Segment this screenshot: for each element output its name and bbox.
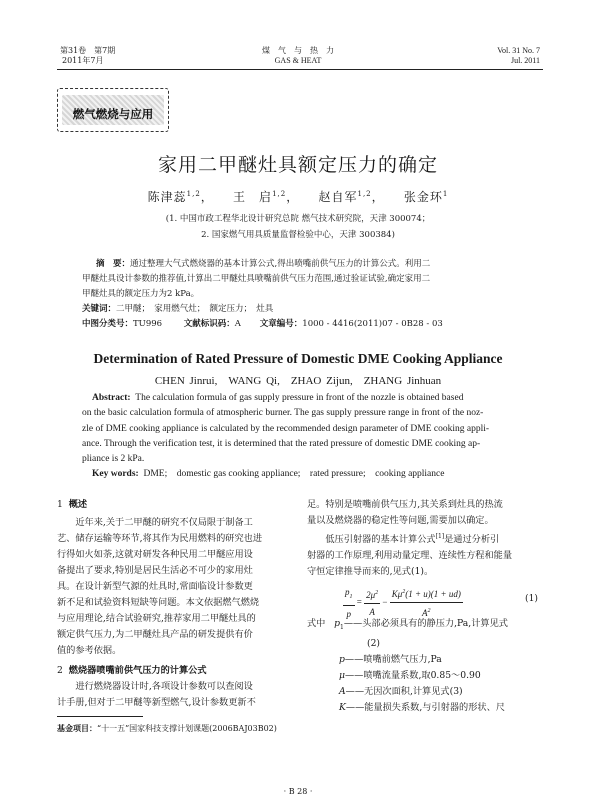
- keywords-cn: 关键词：二甲醚； 家用燃气灶； 额定压力； 灶具: [82, 304, 274, 314]
- journal-name-cn: 煤 气 与 热 力: [262, 46, 334, 55]
- para-line: 足。特别是喷嘴前供气压力,其关系到灶具的热流: [307, 499, 503, 510]
- abstract-en: Abstract: The calculation formula of gas supply pressure in front of the nozzle is obtained based on the basic calculation formula of atmospheric burner. The gas supply pressure range in front of the noz- zle of DME cooking appliance is calculated by the recommended design parameter of DME cooking appli- ance. Through the verification test, it is determined that the rated pressure of domestic DME cooking ap- pliance is 2 kPa. Key words: DME; domestic gas cooking appliance; rated pressure; cooking appliance: [82, 391, 520, 483]
- author-affil: 1: [442, 190, 449, 198]
- abstract-cn-label: 摘 要：: [96, 259, 131, 269]
- definition-line: (2): [367, 637, 381, 649]
- para-line: 计手册,但对于二甲醚等新型燃气,设计参数更新不: [57, 697, 256, 708]
- footnote-label: 基金项目：: [57, 724, 97, 733]
- authors-cn: 陈津蕊$^{1,2}$， 王 启$^{1,2}$， 赵自军$^{1,2}$， 张金环$^1$: [147, 190, 449, 204]
- paper-title-cn: 家用二甲醚灶具额定压力的确定: [157, 154, 438, 176]
- affiliation-2: 2. 国家燃气用具质量监督检验中心，天津 300384): [201, 230, 395, 240]
- para-line: 新不足和试验资料短缺等问题。本文依据燃气燃烧: [57, 597, 260, 608]
- author-name: 王 启: [233, 190, 273, 204]
- author-affil: 1,2: [357, 190, 372, 198]
- keywords-cn-label: 关键词：: [82, 304, 117, 314]
- abstract-en-line: zle of DME cooking appliance is calculated by the recommended design parameter of DME cooking appli-: [82, 423, 490, 434]
- equation-1: [307, 582, 542, 619]
- para-line: 射器的工作原理,利用动量定理、连续性方程和能量: [307, 550, 513, 562]
- para-line: 行得如火如荼,这就对研发各种民用二甲醚应用设: [57, 549, 253, 560]
- para-line: 备提出了要求,特别是居民生活必不可少的家用灶: [57, 565, 253, 576]
- journal-volume-en: Vol. 31 No. 7: [497, 46, 540, 55]
- doc-code: A: [234, 319, 241, 329]
- para-line: 额定供气压力,为二甲醚灶具产品的研发提供有价: [57, 629, 253, 640]
- author-name: 张金环: [403, 190, 443, 204]
- footnote-text: “十一五”国家科技支撑计划课题(2006BAJ03B02): [97, 724, 277, 733]
- author-affil: 1,2: [186, 190, 201, 198]
- para-line: 进行燃烧器设计时,各项设计参数可以查阅设: [57, 681, 253, 692]
- para-line: 低压引射器的基本计算公式[1]是通过分析引: [307, 533, 500, 546]
- journal-date-en: Jul. 2011: [510, 56, 540, 65]
- definition-line: K——能量损失系数,与引射器的形状、尺: [339, 701, 505, 713]
- author-affil: 1,2: [272, 190, 287, 198]
- para-line: 守恒定律推导而来的,见式(1)。: [307, 566, 434, 578]
- clc-number: TU996: [133, 319, 163, 329]
- abstract-cn-line: 摘 要：通过整理大气式燃烧器的基本计算公式,得出喷嘴前供气压力的计算公式。利用二: [96, 259, 431, 269]
- definition-line: p——喷嘴前燃气压力,Pa: [339, 653, 442, 665]
- authors-en: CHEN Jinrui, WANG Qi, ZHAO Zijun, ZHANG Jinhuan: [154, 375, 442, 387]
- para-line: 艺、储存运输等环节,将其作为民用燃料的研究也进: [57, 533, 263, 544]
- journal-name-en: GAS & HEAT: [274, 56, 322, 65]
- definition-line: A——无因次面积,计算见式(3): [339, 685, 463, 697]
- article-number: 1000 - 4416(2011)07 - 0B28 - 03: [302, 319, 443, 329]
- abstract-en-line: ance. Through the verification test, it is determined that the rated pressure of domestic DME cooking ap-: [82, 438, 481, 449]
- abstract-en-line: on the basic calculation formula of atmospheric burner. The gas supply pressure range in front of the noz-: [82, 408, 484, 419]
- para-line: 与应用理论,结合试验研究,推荐家用二甲醚灶具的: [57, 613, 256, 624]
- abstract-cn: [82, 257, 522, 332]
- affiliation-1: (1. 中国市政工程华北设计研究总院 燃气技术研究院，天津 300074；: [165, 214, 431, 224]
- section-banner: [57, 88, 169, 132]
- author-name: 陈津蕊: [147, 190, 187, 204]
- para-line: 具。在设计新型气源的灶具时,常面临设计参数更: [57, 581, 253, 592]
- definition-line: 式中 $p_1——$头部必须具有的静压力,Pa,计算见式: [307, 618, 508, 631]
- journal-date: 2011年7月: [62, 56, 104, 65]
- definition-line: μ——喷嘴流量系数,取0.85～0.90: [339, 669, 481, 681]
- keywords-en-label: Key words:: [92, 469, 139, 480]
- abstract-cn-line: 甲醚灶具设计参数的推荐值,计算出二甲醚灶具喷嘴前供气压力范围,通过验证试验,确定家用二: [82, 274, 431, 284]
- classification-line: 中图分类号：TU996 文献标识码：A 文章编号：1000 - 4416(2011)07 - 0B28 - 03: [82, 319, 443, 329]
- equation-number: (1): [524, 593, 538, 605]
- page-number: · B 28 ·: [283, 787, 313, 796]
- para-line: 值的参考依据。: [57, 645, 122, 656]
- section-1-heading: 1 概述: [57, 499, 88, 510]
- keywords-en: Key words: DME; domestic gas cooking appliance; rated pressure; cooking appliance: [92, 469, 445, 480]
- header-right: [497, 46, 540, 66]
- paper-title-en: Determination of Rated Pressure of Domestic DME Cooking Appliance: [93, 351, 503, 366]
- abstract-en-label: Abstract:: [92, 393, 131, 403]
- section-2-heading: 2 燃烧器喷嘴前供气压力的计算公式: [57, 665, 207, 676]
- left-column: [57, 497, 292, 711]
- journal-volume: 第31卷 第7期: [60, 46, 116, 55]
- abstract-en-line: pliance is 2 kPa.: [82, 454, 145, 465]
- right-column: [307, 497, 542, 716]
- abstract-cn-line: 甲醚灶具的额定压力为2 kPa。: [82, 289, 200, 299]
- footnote: [57, 723, 277, 734]
- footnote-rule: [57, 716, 143, 717]
- equation-body: $\frac{p_1}{p}$ = $\frac{2\mu^2}{A}$ − $\frac{K\mu^2(1 + u)(1 + ud)}{A^2}$: [343, 584, 463, 622]
- author-name: 赵自军: [318, 190, 358, 204]
- header-rule: [57, 69, 543, 70]
- banner-label: 燃气燃烧与应用: [72, 107, 154, 121]
- para-line: 近年来,关于二甲醚的研究不仅局限于制备工: [57, 517, 253, 528]
- citation: [1]: [435, 533, 445, 540]
- para-line: 量以及燃烧器的稳定性等问题,需要加以确定。: [307, 515, 494, 526]
